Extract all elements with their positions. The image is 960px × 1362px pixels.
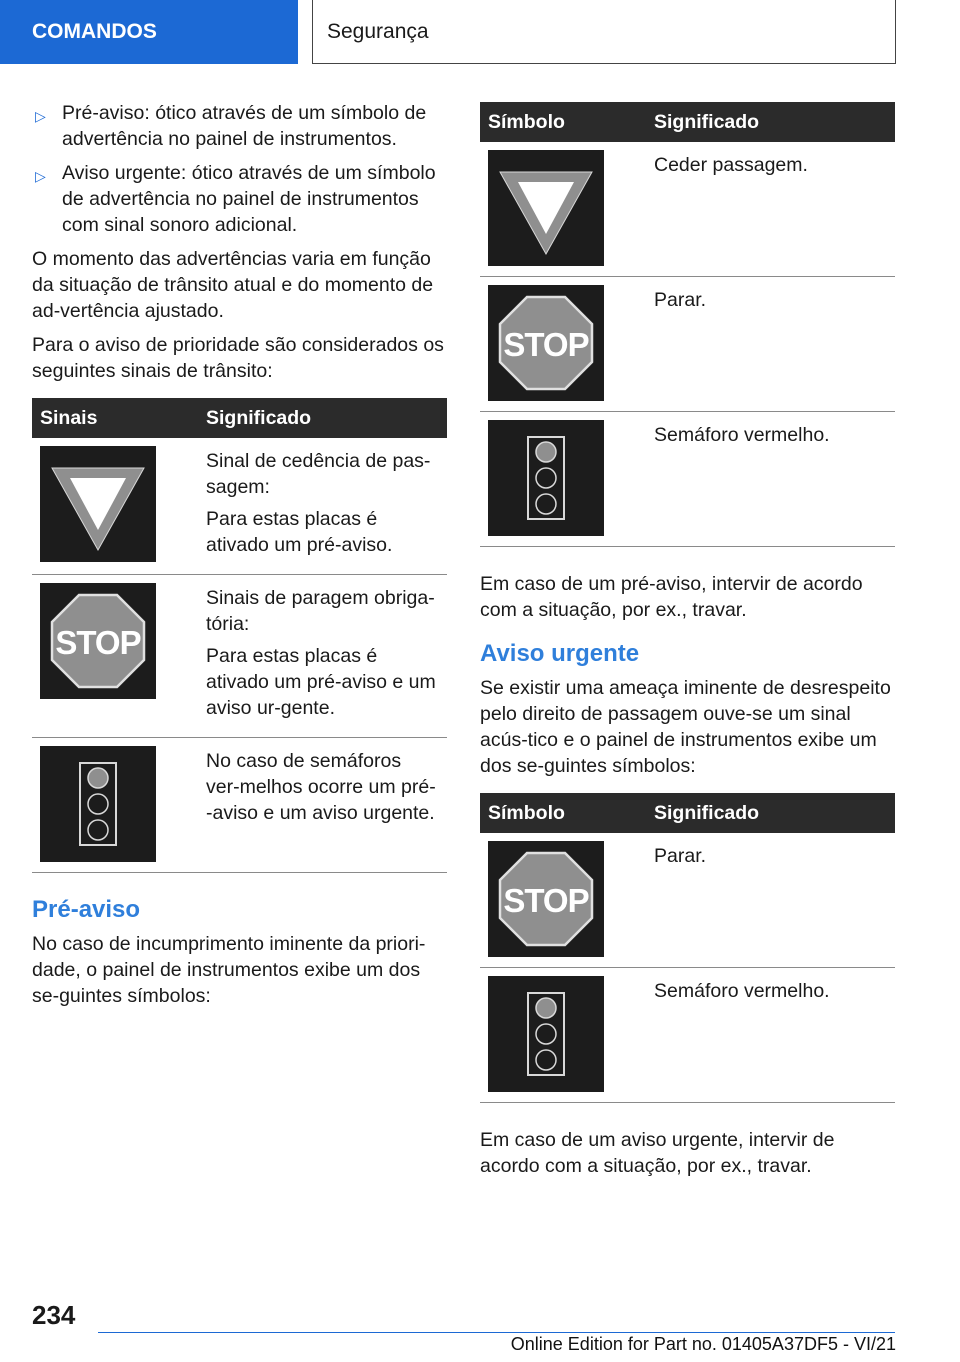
section-tab[interactable]: COMANDOS — [0, 0, 298, 64]
meaning-cell — [650, 833, 895, 968]
symbol-cell — [32, 438, 202, 575]
table-row — [480, 142, 895, 277]
yield-sign-icon — [488, 150, 604, 266]
table-row — [480, 277, 895, 412]
symbol-cell — [480, 412, 650, 547]
column-header: Significado — [650, 793, 895, 833]
meaning-text: Semáforo vermelho. — [654, 980, 830, 1002]
column-header: Símbolo — [480, 102, 650, 142]
urgent-warning-symbols-table — [480, 793, 895, 1103]
symbol-cell — [480, 968, 650, 1103]
paragraph: No caso de incumprimento iminente da priori-dade, o painel de instrumentos exibe um dos se-guintes símbolos: — [32, 933, 426, 1007]
section-heading: Aviso urgente — [480, 640, 640, 667]
paragraph: Em caso de um aviso urgente, intervir de acordo com a situação, por ex., travar. — [480, 1129, 835, 1177]
meaning-cell — [650, 142, 895, 277]
table-row — [480, 412, 895, 547]
symbol-cell — [32, 738, 202, 873]
column-header: Significado — [650, 102, 895, 142]
symbol-cell — [32, 575, 202, 738]
paragraph: O momento das advertências varia em função da situação de trânsito atual e do momento de ad-vertência ajustado. — [32, 248, 434, 322]
paragraph: Se existir uma ameaça iminente de desrespeito pelo direito de passagem ouve-se um sinal acús-tico e o painel de instrumentos exibe um dos se-guintes símbolos: — [480, 677, 891, 777]
traffic-light-icon — [488, 420, 604, 536]
yield-sign-icon — [40, 446, 156, 562]
meaning-cell — [202, 738, 447, 873]
symbol-cell — [480, 277, 650, 412]
meaning-cell — [650, 968, 895, 1103]
column-header: Sinais — [32, 398, 202, 438]
meaning-text: Parar. — [654, 289, 707, 311]
list-item: ▷ Aviso urgente: ótico através de um símbolo de advertência no painel de instrumentos com sinal sonoro adicional. — [35, 162, 436, 236]
meaning-text: No caso de semáforos ver-melhos ocorre um pré--aviso e um aviso urgente. — [206, 750, 436, 824]
page-number: 234 — [32, 1300, 76, 1330]
meaning-text: Ceder passagem. — [654, 154, 808, 176]
meaning-text: Sinal de cedência de pas-sagem: — [206, 450, 431, 498]
section-heading: Pré-aviso — [32, 896, 141, 923]
meaning-cell — [202, 575, 447, 738]
footer-edition: Online Edition for Part no. 01405A37DF5 - VI/21 — [510, 1334, 896, 1354]
symbol-cell — [480, 833, 650, 968]
paragraph: Para o aviso de prioridade são considerados os seguintes sinais de trânsito: — [32, 334, 444, 382]
table-row — [480, 968, 895, 1103]
column-header: Símbolo — [480, 793, 650, 833]
meaning-text: Semáforo vermelho. — [654, 424, 830, 446]
symbol-cell — [480, 142, 650, 277]
table-row — [32, 738, 447, 873]
meaning-text: Para estas placas é ativado um pré-aviso e um aviso ur-gente. — [206, 645, 436, 719]
meaning-cell — [202, 438, 447, 575]
meaning-cell — [650, 412, 895, 547]
list-item: ▷ Pré-aviso: ótico através de um símbolo de advertência no painel de instrumentos. — [35, 102, 427, 150]
meaning-text: Parar. — [654, 845, 707, 867]
paragraph: Em caso de um pré-aviso, intervir de acordo com a situação, por ex., travar. — [480, 573, 863, 621]
stop-sign-icon — [40, 583, 156, 699]
signs-table — [32, 398, 447, 873]
svg-text:STOP: STOP — [55, 624, 141, 661]
traffic-light-icon — [488, 976, 604, 1092]
meaning-text: Para estas placas é ativado um pré-aviso. — [206, 508, 393, 556]
meaning-text: Sinais de paragem obriga-tória: — [206, 587, 435, 635]
footer-divider — [98, 1332, 895, 1333]
pre-warning-symbols-table — [480, 102, 895, 547]
stop-sign-icon — [488, 841, 604, 957]
table-row — [480, 833, 895, 968]
page-title: Segurança — [312, 0, 896, 64]
traffic-light-icon — [40, 746, 156, 862]
svg-text:STOP: STOP — [503, 882, 589, 919]
stop-sign-icon — [488, 285, 604, 401]
left-column — [32, 100, 447, 1017]
triangle-bullet-icon: ▷ — [35, 168, 46, 184]
meaning-cell — [650, 277, 895, 412]
right-column — [480, 100, 895, 1187]
triangle-bullet-icon: ▷ — [35, 108, 46, 124]
table-row — [32, 438, 447, 575]
svg-text:STOP: STOP — [503, 326, 589, 363]
table-row — [32, 575, 447, 738]
column-header: Significado — [202, 398, 447, 438]
